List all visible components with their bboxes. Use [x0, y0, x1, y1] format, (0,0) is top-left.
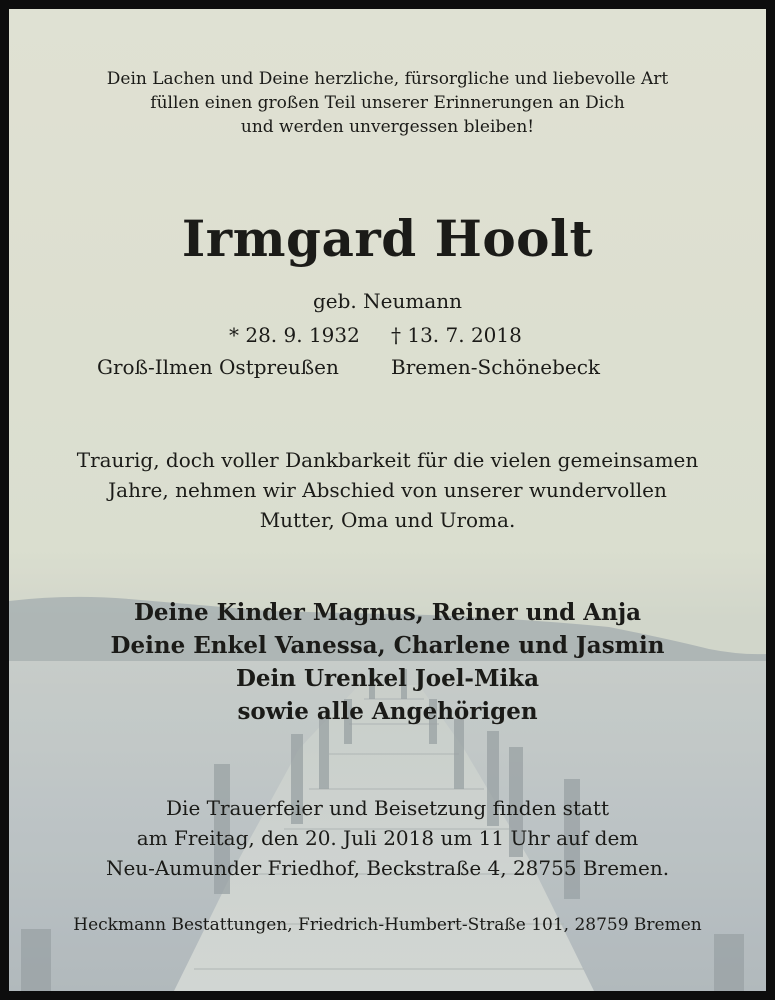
grief-line-3: Mutter, Oma und Uroma.: [259, 508, 516, 532]
grief-line-2: Jahre, nehmen wir Abschied von unserer wundervollen: [108, 478, 667, 502]
death-place: Bremen-Schönebeck: [391, 355, 601, 379]
death-date: † 13. 7. 2018: [391, 323, 522, 347]
service-line-1: Die Trauerfeier und Beisetzung finden statt: [166, 796, 609, 820]
service-line-2: am Freitag, den 20. Juli 2018 um 11 Uhr auf dem: [136, 826, 639, 850]
maiden-name: geb. Neumann: [312, 289, 463, 313]
grief-line-1: Traurig, doch voller Dankbarkeit für die vielen gemeinsamen: [76, 448, 699, 472]
undertaker-line: Heckmann Bestattungen, Friedrich-Humbert-Straße 101, 28759 Bremen: [73, 915, 702, 935]
intro-line-1: Dein Lachen und Deine herzliche, fürsorgliche und liebevolle Art: [106, 69, 669, 89]
family-line-4: sowie alle Angehörigen: [237, 698, 538, 725]
obituary-content: [9, 9, 766, 991]
birth-date: * 28. 9. 1932: [229, 323, 360, 347]
family-line-1: Deine Kinder Magnus, Reiner und Anja: [133, 599, 642, 626]
intro-line-2: füllen einen großen Teil unserer Erinnerungen an Dich: [150, 93, 625, 113]
deceased-name: Irmgard Hoolt: [181, 209, 594, 268]
family-line-2: Deine Enkel Vanessa, Charlene und Jasmin: [110, 632, 665, 659]
family-line-3: Dein Urenkel Joel-Mika: [235, 665, 540, 692]
service-line-3: Neu-Aumunder Friedhof, Beckstraße 4, 28755 Bremen.: [105, 856, 670, 880]
birth-place: Groß-Ilmen Ostpreußen: [97, 355, 339, 379]
intro-line-3: und werden unvergessen bleiben!: [240, 117, 535, 137]
